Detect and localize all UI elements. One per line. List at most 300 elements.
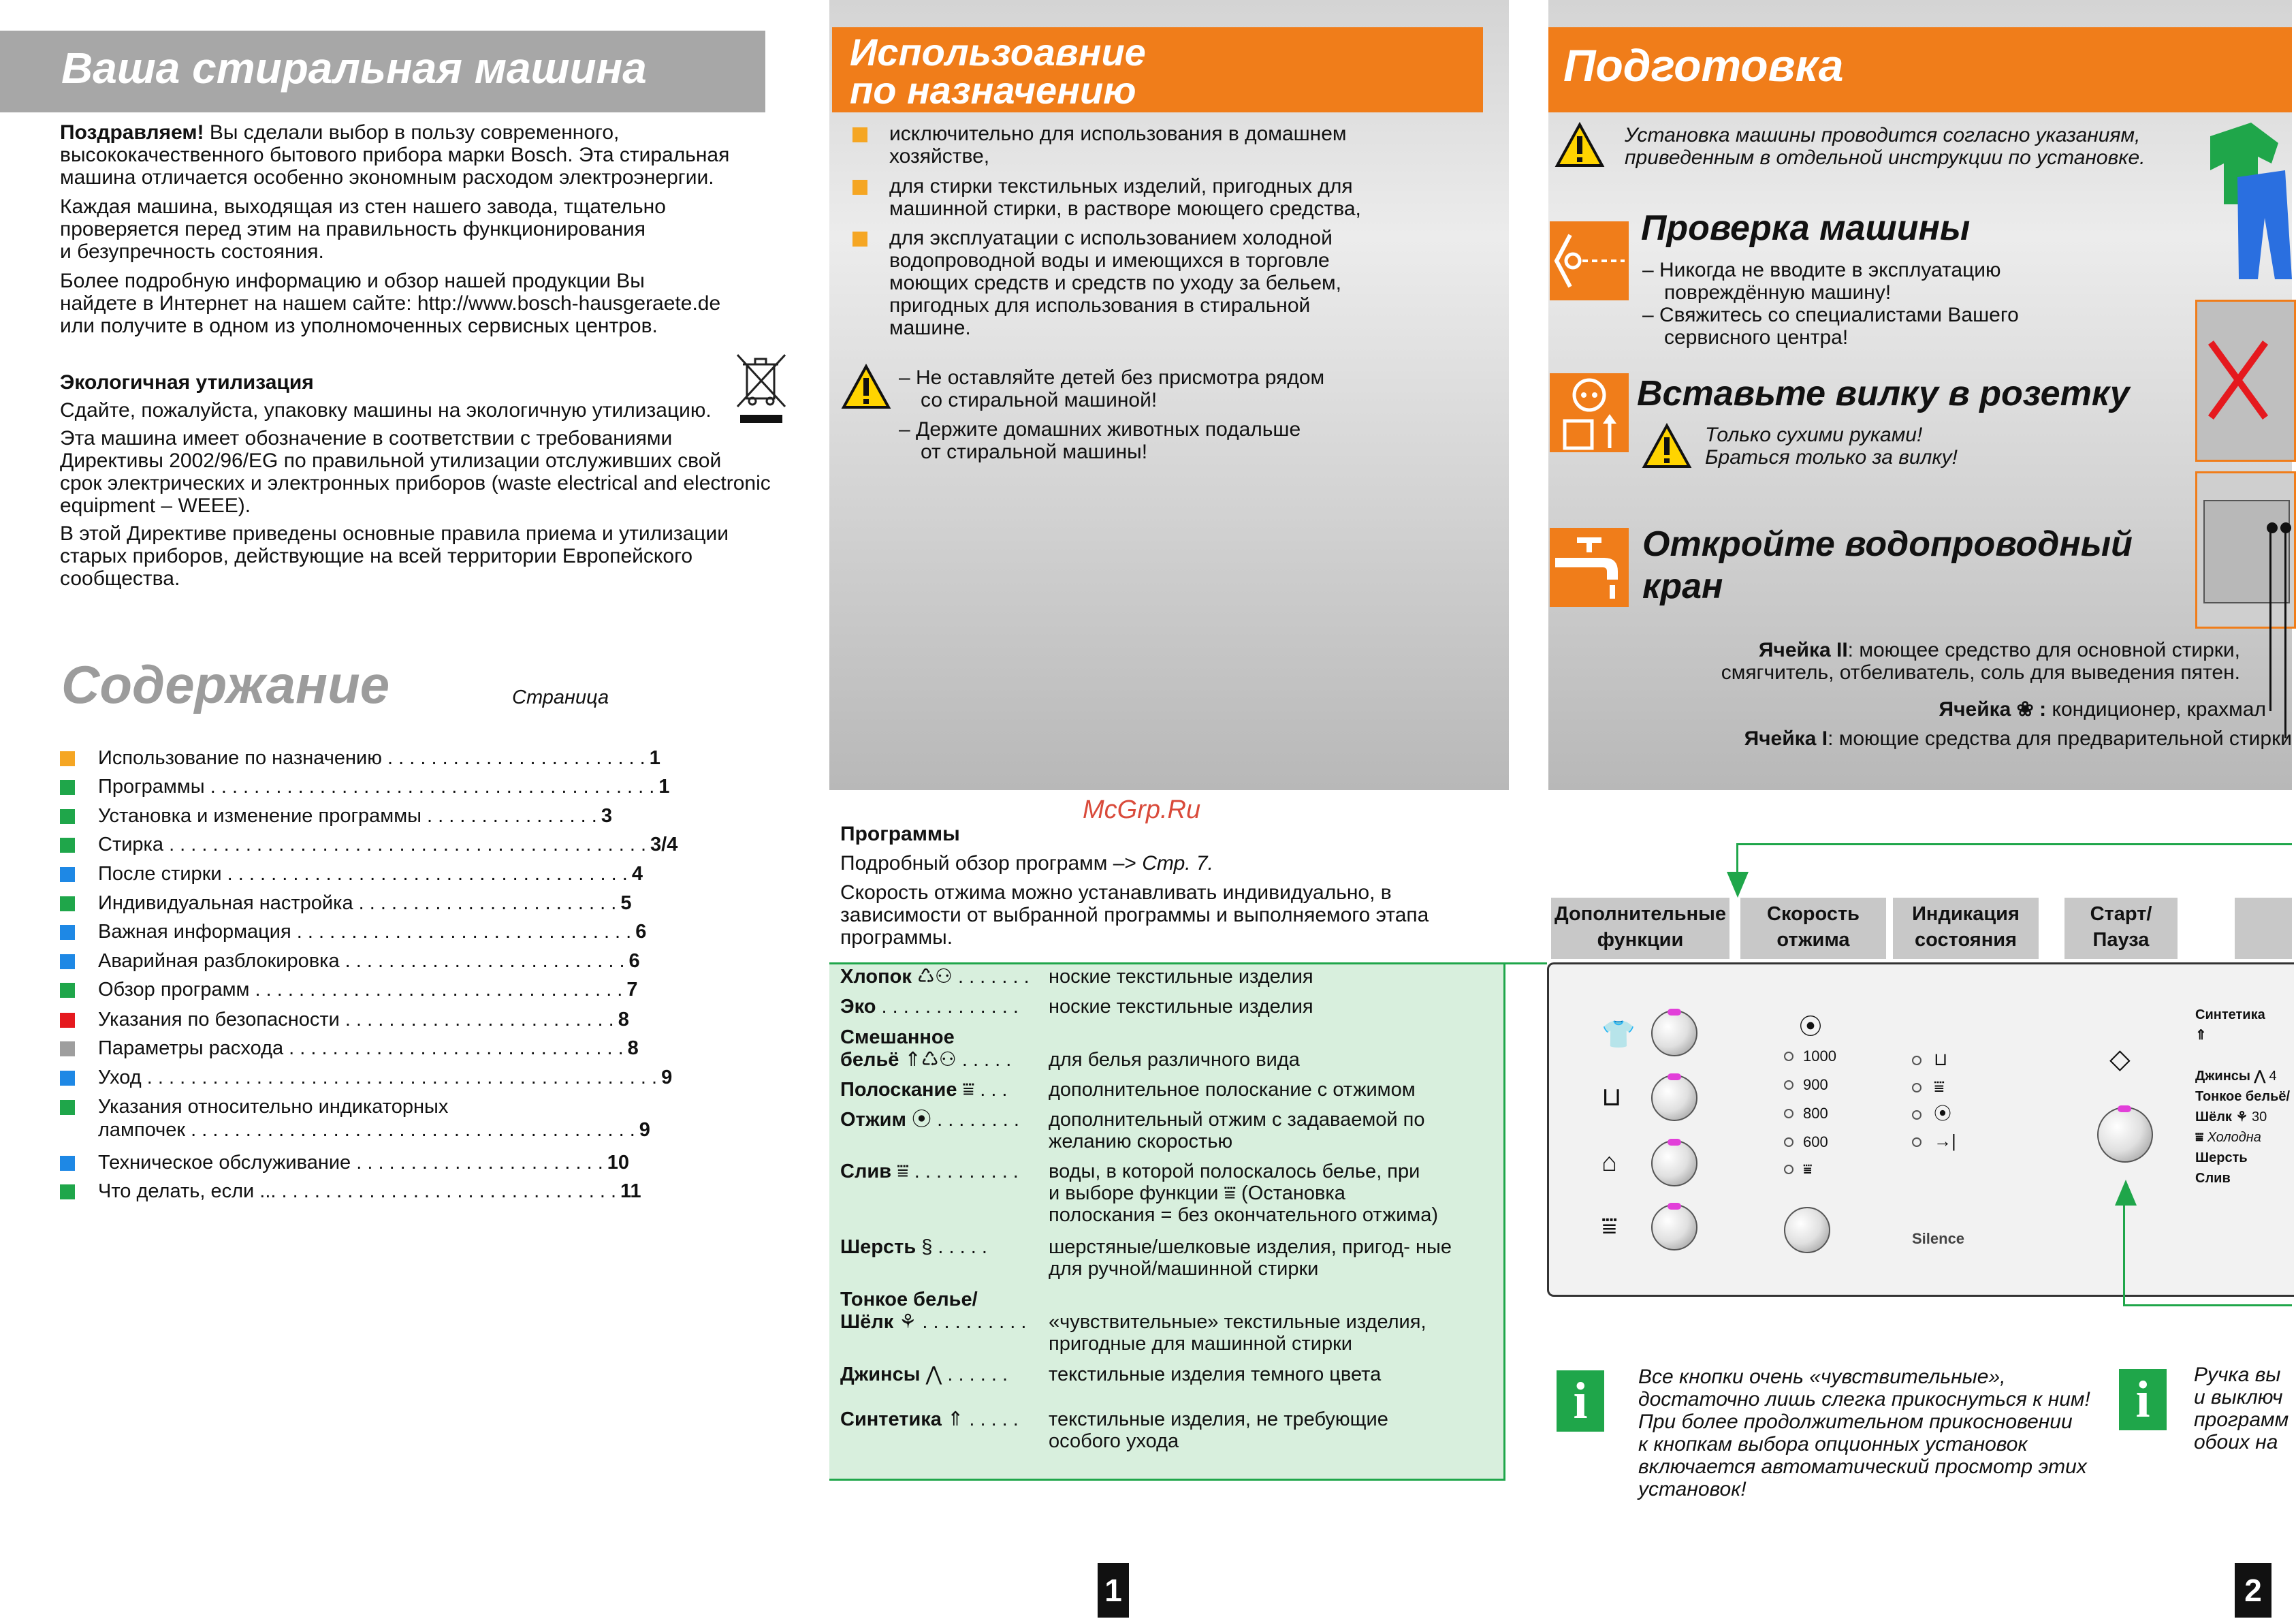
bullet-line: пригодных для использования в стиральной (889, 294, 1311, 317)
toc-label: Уход . . . . . . . . . . . . . . . . . . . . . . . . . . . . . . . . . . . . . . . . . . . . . . . (98, 1067, 658, 1088)
program-name (840, 966, 1038, 988)
toc-item (60, 776, 670, 803)
drawer-leader-line (2284, 527, 2286, 738)
plug-icon (1550, 373, 1629, 452)
speed-value: 800 (1803, 1105, 1828, 1122)
program-dots: ♺⚇ . . . . . . . (911, 966, 1030, 988)
warning-icon (1555, 123, 1604, 168)
tap-title-line: Откройте водопроводный (1642, 524, 2133, 564)
status-spin-icon: ⦿ (1912, 1100, 1956, 1127)
speed-option (1784, 1076, 1828, 1094)
program-label: Тонкое белье/ (840, 1289, 978, 1310)
cell-2-label: Ячейка II (1758, 639, 1848, 661)
eco-p3-line: старых приборов, действующие на всей территории Европейского (60, 545, 693, 567)
toc-bullet (60, 867, 75, 882)
laundry-illustration (2197, 116, 2292, 286)
program-description-line: особого ухода (1049, 1430, 1179, 1452)
warning-line: – Держите домашних животных подальше (899, 418, 1301, 441)
eco-section (60, 371, 775, 590)
start-pause-icon: ◇ (2109, 1044, 2131, 1074)
page-number-1: 1 (1098, 1563, 1129, 1618)
install-note-line: приведенным в отдельной инструкции по установке. (1625, 146, 2146, 169)
toc-label: Указания по безопасности . . . . . . . . . . . . . . . . . . . . . . . . . (98, 1009, 614, 1030)
toc-page-number: 7 (626, 979, 638, 1001)
status-end-icon: →| (1912, 1127, 1956, 1154)
toc-item (60, 1009, 629, 1036)
program-description (1049, 996, 1498, 1018)
toc-label: Параметры расхода . . . . . . . . . . . . . . . . . . . . . . . . . . . . . . . (98, 1037, 624, 1059)
toc-item (60, 747, 660, 774)
panel-header-line: состояния (1915, 929, 2017, 951)
program-description-line: шерстяные/шелковые изделия, пригод- ные (1049, 1236, 1452, 1258)
connector-line (1503, 962, 1547, 964)
eco-p2-line: Эта машина имеет обозначение в соответствии с требованиями (60, 427, 673, 450)
program-description-line: для белья различного вида (1049, 1049, 1300, 1071)
program-description-line: и выборе функции ⩸ (Остановка (1049, 1182, 1345, 1204)
toc-bullet (60, 809, 75, 824)
toc-page-number: 10 (607, 1152, 630, 1174)
option-icon-rinse: ⩸ (1601, 1212, 1618, 1241)
bullet-line: машине. (889, 317, 971, 339)
option-icon-iron: ⌂ (1601, 1148, 1617, 1177)
check-line: – Никогда не вводите в эксплуатацию (1642, 259, 2001, 281)
toc-page-number: 9 (661, 1067, 673, 1088)
bullet-line: хозяйстве, (889, 145, 990, 168)
panel-header (1740, 898, 1886, 959)
tap-title (1642, 523, 2133, 608)
program-dots: ⇑♺⚇ . . . . . (899, 1049, 1012, 1071)
check-items (1642, 259, 2019, 349)
tap-title-line: кран (1642, 567, 1723, 606)
toc-page-number: 8 (618, 1009, 629, 1030)
program-description (1049, 1408, 1498, 1452)
option-icon-shirt: 👕 (1601, 1020, 1636, 1050)
dial-program-row: Джинсы ⋀ 4 (2195, 1069, 2277, 1084)
dial-program: Шёлк (2195, 1109, 2232, 1124)
program-dots: ⋀ . . . . . . (920, 1364, 1008, 1385)
program-description-line: полоскания = без окончательного отжима) (1049, 1204, 1438, 1226)
panel-header (2064, 898, 2178, 959)
program-name (840, 1161, 1038, 1182)
toc-label: Стирка . . . . . . . . . . . . . . . . . . . . . . . . . . . . . . . . . . . . . . . . . . . . (98, 834, 647, 855)
program-description-line: текстильные изделия темного цвета (1049, 1364, 1382, 1385)
program-dots: ⩸ . . . . . . . . . . (891, 1161, 1019, 1182)
program-dots: ⦿ . . . . . . . . (906, 1109, 1019, 1131)
warning-icon (842, 364, 891, 409)
programs-intro (840, 823, 1487, 949)
warning-line: от стиральной машины! (921, 441, 1148, 463)
bullet (852, 232, 867, 247)
panel-header (1893, 898, 2039, 959)
drawer-leader-line (2269, 527, 2271, 711)
program-description (1049, 1079, 1498, 1101)
speed-option (1784, 1048, 1836, 1065)
watermark: McGrp.Ru (1083, 796, 1201, 824)
program-dots: ⚘ . . . . . . . . . . (893, 1311, 1027, 1333)
col1-title-bar (0, 31, 765, 112)
info-line: При более продолжительном прикосновении (1638, 1411, 2073, 1433)
program-description (1049, 1049, 1498, 1071)
program-description (1049, 966, 1498, 988)
dial-program: Шерсть (2195, 1150, 2248, 1165)
dial-program: Холодна (2207, 1130, 2261, 1145)
warning-line: со стиральной машиной! (921, 389, 1158, 411)
toc-page-number: 8 (627, 1037, 639, 1059)
eco-p1: Сдайте, пожалуйста, упаковку машины на экологичную утилизацию. (60, 399, 712, 422)
check-line: – Свяжитесь со специалистами Вашего (1642, 304, 2019, 326)
info-line: обоих на (2194, 1431, 2278, 1453)
status-wash-icon: ⊔ (1912, 1045, 1956, 1073)
toc-label: Техническое обслуживание . . . . . . . . . . . . . . . . . . . . . . . (98, 1152, 603, 1174)
program-label: Смешанное (840, 1026, 955, 1048)
program-label: Хлопок (840, 966, 912, 988)
spin-speed-button[interactable] (1784, 1207, 1830, 1253)
dial-value: 30 (2251, 1109, 2267, 1124)
programs-speed-line: программы. (840, 926, 953, 949)
toc-bullet (60, 1100, 75, 1115)
toc-item (60, 979, 638, 1006)
program-label: Шёлк (840, 1311, 894, 1333)
bullet-text (889, 175, 1361, 220)
toc-bullet (60, 925, 75, 940)
bullet (852, 127, 867, 142)
program-description-line: ноские текстильные изделия (1049, 966, 1313, 988)
toc-label: Важная информация . . . . . . . . . . . . . . . . . . . . . . . . . . . . . . . (98, 921, 632, 943)
programs-overview-page: Стр. 7. (1136, 852, 1213, 875)
speed-indicator (1784, 1137, 1793, 1147)
toc-bullet (60, 1071, 75, 1086)
cell-2-text: : моющее средство для основной стирки, (1847, 639, 2240, 661)
check-line: повреждённую машину! (1664, 281, 1892, 304)
speed-option (1784, 1133, 1828, 1151)
silence-label: Silence (1912, 1230, 1965, 1247)
speed-icon-rinse-hold: ⩸ (1784, 1161, 1812, 1178)
speed-value: 900 (1803, 1076, 1828, 1093)
install-note (1625, 124, 2145, 169)
toc-item (60, 863, 643, 890)
dial-program-icon: ⇑ (2195, 1028, 2207, 1043)
program-name (840, 1289, 1038, 1310)
toc-bullet (60, 838, 75, 853)
program-description-line: воды, в которой полоскалось белье, при (1049, 1161, 1420, 1182)
toc-label: Индивидуальная настройка . . . . . . . . . . . . . . . . . . . . . . . . (98, 892, 617, 914)
para3-line: или получите в одном из уполномоченных сервисных центров. (60, 315, 658, 337)
toc-label: лампочек . . . . . . . . . . . . . . . . . . . . . . . . . . . . . . . . . . . . . . . . . (98, 1119, 635, 1141)
program-label: Джинсы (840, 1364, 921, 1385)
water-tap-icon (1550, 528, 1629, 607)
toc-bullet (60, 1184, 75, 1199)
info-line: Все кнопки очень «чувствительные», (1638, 1366, 2006, 1388)
toc-page-number: 6 (628, 950, 640, 972)
warning-line: – Не оставляйте детей без присмотра рядом (899, 366, 1325, 389)
info-line: Ручка вы (2194, 1364, 2281, 1386)
panel-header-line: Пауза (2092, 929, 2150, 951)
dial-program: Джинсы (2195, 1069, 2251, 1084)
plug-note-line: Только сухими руками! (1705, 424, 1923, 446)
check-line: сервисного центра! (1664, 326, 1849, 349)
toc-bullet (60, 751, 75, 766)
program-label: Шерсть (840, 1236, 916, 1258)
program-description (1049, 1311, 1498, 1355)
eco-p2-line: срок электрических и электронных приборов (waste electrical and electronic (60, 472, 771, 494)
cell-2-text2: смягчитель, отбеливатель, соль для выведения пятен. (1721, 661, 2240, 684)
option-button-3[interactable] (1651, 1140, 1697, 1186)
toc-label: Использование по назначению . . . . . . . . . . . . . . . . . . . . . . . . (98, 747, 645, 769)
info-icon: i (2119, 1369, 2167, 1430)
info-line: достаточно лишь слегка прикоснуться к ним! (1638, 1388, 2090, 1411)
program-description-line: дополнительное полоскание с отжимом (1049, 1079, 1416, 1101)
toc-label: Что делать, если ... . . . . . . . . . . . . . . . . . . . . . . . . . . . . . . . (98, 1180, 616, 1202)
program-label: Отжим (840, 1109, 906, 1131)
status-indicators (1912, 1045, 1956, 1154)
eco-title: Экологичная утилизация (60, 371, 314, 394)
panel-header-line: Индикация (1912, 903, 2020, 925)
toc-label: Установка и изменение программы . . . . . . . . . . . . . . . . (98, 805, 597, 827)
intro-line: машина отличается особенно экономным расходом электроэнергии. (60, 166, 714, 189)
program-dial-list (2195, 1005, 2292, 1189)
connector-line (1736, 843, 2292, 845)
col2-title-line2: по назначению (850, 69, 1136, 112)
bullet-text (889, 123, 1347, 168)
program-name (840, 1079, 1038, 1101)
para2-line: проверяется перед этим на правильность функционирования (60, 218, 645, 240)
connector-line (2123, 1204, 2125, 1306)
warning-text (899, 366, 1324, 463)
info-icon: i (1557, 1370, 1604, 1432)
bullet-line: моющих средств и средств по уходу за бельем, (889, 272, 1342, 294)
toc-page-number: 1 (658, 776, 670, 798)
col2-title-bar (832, 27, 1483, 112)
program-description-line: пригодные для машинной стирки (1049, 1333, 1352, 1355)
damaged-machine-image (2195, 300, 2296, 462)
dial-program-row: Шёлк ⚘ 30 (2195, 1109, 2267, 1124)
toc-item (60, 1037, 639, 1065)
para2-line: Каждая машина, выходящая из стен нашего завода, тщательно (60, 195, 666, 218)
bullet-line: для стирки текстильных изделий, пригодных для (889, 175, 1353, 198)
info-line: включается автоматический просмотр этих (1638, 1455, 2087, 1478)
clothes-icon (2197, 116, 2292, 286)
connector-line (2123, 1304, 2292, 1306)
toc-page-number: 6 (635, 921, 647, 943)
info-line: установок! (1638, 1478, 1747, 1500)
speed-value: 600 (1803, 1133, 1828, 1150)
info-line: и выключ (2194, 1386, 2283, 1408)
intro-line: высококачественного бытового прибора марки Bosch. Эта стиральная (60, 144, 730, 166)
bullet-line: машинной стирки, в растворе моющего средства, (889, 198, 1361, 220)
arrow-up-icon (2114, 1178, 2138, 1206)
panel-header-line: Дополнительные (1554, 903, 1726, 925)
bullet-line: водопроводной воды и имеющихся в торговле (889, 249, 1330, 272)
speed-value: 1000 (1803, 1048, 1836, 1065)
option-button-4[interactable] (1651, 1204, 1697, 1250)
panel-header-line: Скорость (1767, 903, 1860, 925)
dial-program: Тонкое бельё/ (2195, 1089, 2291, 1104)
col3-title-bar (1548, 27, 2292, 112)
program-name (840, 1236, 1038, 1258)
spin-icon: ⦿ (1799, 1014, 1822, 1040)
toc-page-number: 11 (620, 1180, 641, 1202)
install-note-line: Установка машины проводится согласно указаниям, (1625, 124, 2141, 146)
programs-speed-line: зависимости от выбранной программы и выполняемого этапа (840, 904, 1429, 926)
program-description (1049, 1161, 1498, 1226)
arrow-down-icon (1725, 872, 1750, 899)
program-name (840, 1026, 1038, 1048)
intro-paragraph (60, 121, 775, 337)
speed-indicator (1784, 1109, 1793, 1118)
check-title: Проверка машины (1641, 208, 1971, 248)
bullet (852, 180, 867, 195)
page-number-2: 2 (2235, 1563, 2271, 1618)
cell-2-info (1675, 639, 2240, 684)
panel-header-line: отжима (1776, 929, 1850, 951)
toc-page-label: Страница (512, 687, 609, 708)
option-button-2[interactable] (1651, 1075, 1697, 1121)
panel-header-line: Старт/ (2090, 903, 2152, 925)
toc-label: Программы . . . . . . . . . . . . . . . . . . . . . . . . . . . . . . . . . . . . . . . . . (98, 776, 655, 798)
col3-title: Подготовка (1563, 40, 1844, 91)
eco-p2-line: equipment – WEEE). (60, 494, 251, 517)
programs-title: Программы (840, 823, 960, 845)
warning-icon (1642, 424, 1691, 469)
program-label: Синтетика (840, 1408, 942, 1430)
programs-overview (840, 852, 1487, 875)
program-description (1049, 1236, 1498, 1280)
col2-title-line1: Использоавние (850, 31, 1146, 74)
toc-bullet (60, 1041, 75, 1056)
toc-item (60, 921, 647, 948)
cell-1-label: Ячейка I (1744, 727, 1828, 750)
eco-p3-line: В этой Директиве приведены основные правила приема и утилизации (60, 522, 729, 545)
program-description-line: для ручной/машинной стирки (1049, 1258, 1319, 1280)
para3-line: найдете в Интернет на нашем сайте: http://www.bosch-hausgeraete.de (60, 292, 721, 315)
toc-label: Обзор программ . . . . . . . . . . . . . . . . . . . . . . . . . . . . . . . . . . (98, 979, 623, 1001)
program-description-line: дополнительный отжим с задаваемой по (1049, 1109, 1425, 1131)
info-line: к кнопкам выбора опционных установок (1638, 1433, 2028, 1455)
toc-label: После стирки . . . . . . . . . . . . . . . . . . . . . . . . . . . . . . . . . . . . . (98, 863, 628, 885)
eco-p2-line: Директивы 2002/96/EG по правильной утилизации отслуживших свой (60, 450, 722, 472)
programs-overview-text: Подробный обзор программ –> (840, 852, 1136, 875)
toc-item (60, 950, 640, 977)
toc-item (60, 1119, 650, 1146)
program-name (840, 1311, 1038, 1333)
status-rinse-icon: ⩸ (1912, 1073, 1956, 1100)
speed-option (1784, 1105, 1828, 1122)
para3-line: Более подробную информацию и обзор нашей продукции Вы (60, 270, 645, 292)
cell-softener-text: кондиционер, крахмал (2046, 698, 2266, 721)
connector-line (1736, 843, 1738, 876)
program-label: Слив (840, 1161, 892, 1182)
program-label: бельё (840, 1049, 899, 1071)
dial-program-row: ⩸ Холодна (2195, 1130, 2261, 1145)
program-label: Эко (840, 996, 876, 1018)
program-dots: § . . . . . (916, 1236, 987, 1258)
program-name (840, 1364, 1038, 1385)
program-name (840, 1109, 1038, 1131)
plug-note (1705, 424, 1958, 469)
bullet-line: для эксплуатации с использованием холодной (889, 227, 1333, 249)
panel-header-line: функции (1597, 929, 1684, 951)
program-name (840, 996, 1038, 1018)
panel-header (1551, 898, 1729, 959)
toc-item (60, 1152, 630, 1179)
toc-item (60, 1180, 641, 1208)
toc-bullet (60, 1013, 75, 1028)
cell-softener-label: Ячейка ❀ : (1939, 698, 2047, 721)
cell-1-info (1689, 727, 2292, 750)
toc-page-number: 3 (601, 805, 612, 827)
option-button-1[interactable] (1651, 1010, 1697, 1056)
program-description-line: ноские текстильные изделия (1049, 996, 1313, 1018)
info-line: программ (2194, 1408, 2289, 1431)
toc-label: Указания относительно индикаторных (98, 1096, 449, 1118)
program-description (1049, 1364, 1498, 1385)
drawer-icon (2197, 473, 2294, 627)
speed-indicator (1784, 1080, 1793, 1090)
detergent-drawer-image (2195, 471, 2296, 629)
inspect-icon (1550, 221, 1629, 300)
toc-bullet (60, 983, 75, 998)
weee-bin-icon (732, 351, 790, 426)
program-description-line: «чувствительные» текстильные изделия, (1049, 1311, 1426, 1333)
program-dots: . . . . . . . . . . . . . (876, 996, 1019, 1018)
panel-header-partial (2235, 898, 2292, 959)
intro-rest: Вы сделали выбор в пользу современного, (204, 121, 620, 144)
program-description (1049, 1109, 1498, 1152)
toc-label: Аварийная разблокировка . . . . . . . . . . . . . . . . . . . . . . . . . . (98, 950, 625, 972)
toc-page-number: 3/4 (650, 834, 678, 855)
toc-title: Содержание (61, 655, 390, 714)
toc-bullet (60, 1123, 75, 1138)
eco-p3-line: сообщества. (60, 567, 180, 590)
bullet-text (889, 227, 1341, 339)
toc-item (60, 1067, 673, 1094)
program-dots: ⇑ . . . . . (941, 1408, 1019, 1430)
info-text-1 (1638, 1366, 2090, 1500)
option-icon-prewash: ⊔ (1601, 1083, 1622, 1112)
plug-title: Вставьте вилку в розетку (1637, 374, 2130, 413)
program-name (840, 1408, 1038, 1430)
bullet-line: исключительно для использования в домашнем (889, 123, 1347, 145)
program-name (840, 1049, 1038, 1071)
toc-bullet (60, 896, 75, 911)
program-dots: ⩸ . . . (957, 1079, 1008, 1101)
dial-value: 4 (2269, 1069, 2277, 1084)
intro-bold: Поздравляем! (60, 121, 204, 144)
cross-mark-icon (2197, 302, 2294, 460)
cell-1-text: : моющие средства для предварительной стирки (1828, 727, 2292, 750)
toc-page-number: 4 (631, 863, 643, 885)
speed-indicator (1784, 1052, 1793, 1061)
cell-softener-info (1675, 698, 2266, 721)
info-text-2 (2194, 1364, 2292, 1453)
start-pause-button[interactable] (2097, 1107, 2153, 1163)
toc-page-number: 9 (639, 1119, 650, 1141)
para2-line: и безупречность состояния. (60, 240, 324, 263)
toc-bullet (60, 780, 75, 795)
toc-page-number: 5 (620, 892, 632, 914)
programs-speed-line: Скорость отжима можно устанавливать индивидуально, в (840, 881, 1392, 904)
toc-bullet (60, 954, 75, 969)
toc-item (60, 892, 632, 919)
col1-title: Ваша стиральная машина (61, 44, 647, 93)
dial-program: Слив (2195, 1171, 2231, 1186)
toc-item (60, 805, 612, 832)
program-label: Полоскание (840, 1079, 957, 1101)
plug-note-line: Браться только за вилку! (1705, 446, 1958, 469)
program-description-line: желанию скоростью (1049, 1131, 1233, 1152)
dial-program: Синтетика (2195, 1007, 2265, 1022)
toc-page-number: 1 (649, 747, 660, 769)
